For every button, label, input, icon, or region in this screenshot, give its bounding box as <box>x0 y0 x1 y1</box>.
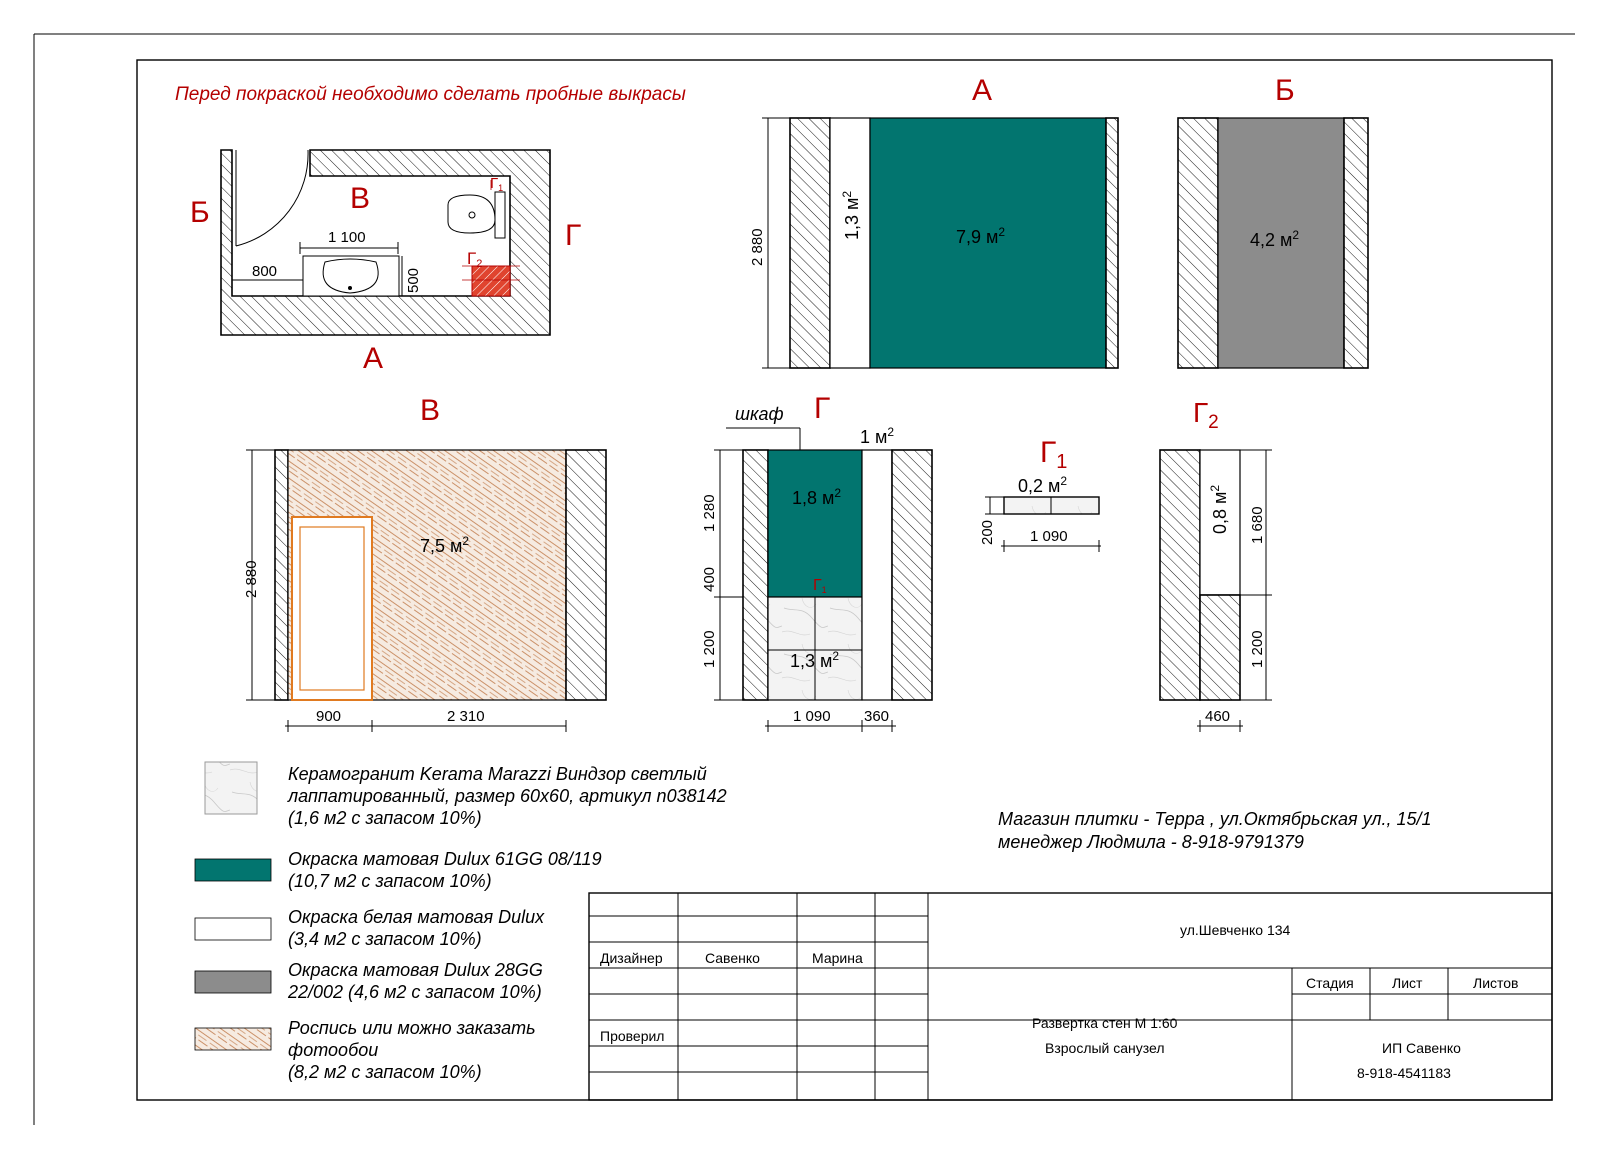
elevation-g2 <box>1160 397 1272 732</box>
tb-phone: 8-918-4541183 <box>1357 1065 1451 1081</box>
plan-label-g2: Г2 <box>467 249 483 270</box>
elev-a-white-area: 1,3 $м^2$ <box>840 190 862 240</box>
elev-g2-label: $Г_2$ <box>1193 397 1219 433</box>
painting-note: Перед покраской необходимо сделать пробные выкрасы <box>175 84 686 105</box>
legend-mural-line3: (8,2 м2 с запасом 10%) <box>288 1062 482 1082</box>
legend-mural-line1: Роспись или можно заказать <box>288 1018 536 1038</box>
plan-depth-dim: 500 <box>405 267 422 293</box>
legend-white-line1: Окраска белая матовая Dulux <box>288 907 545 927</box>
elev-g-h2: 400 <box>701 566 718 592</box>
elev-v-w2: 2 310 <box>447 708 485 725</box>
elevation-v <box>243 394 606 732</box>
elevation-a <box>749 74 1118 368</box>
tb-sheet: Лист <box>1392 975 1423 991</box>
elev-g-marker: Г1 <box>813 577 827 595</box>
elev-v-height-dim: 2 880 <box>243 560 260 598</box>
elev-g2-w: 460 <box>1205 708 1231 725</box>
elev-g-tile-area: 1,3 $м^2$ <box>790 649 840 671</box>
elevation-g <box>701 392 932 732</box>
legend-tile-line3: (1,6 м2 с запасом 10%) <box>288 808 482 828</box>
elev-b-label: Б <box>1275 74 1295 107</box>
legend-swatch-tile <box>205 762 257 814</box>
legend-swatch-mural <box>195 1028 271 1050</box>
legend-mural-line2: фотообои <box>288 1040 379 1060</box>
tb-drawing-line1: Развертка стен М 1:60 <box>1032 1015 1178 1031</box>
elev-g1-area: 0,2 $м^2$ <box>1018 474 1068 496</box>
tb-sheets: Листов <box>1473 975 1519 991</box>
elev-g-teal-area: 1,8 $м^2$ <box>792 486 842 508</box>
elev-g-teal-panel <box>768 450 862 597</box>
elev-g1-label: $Г_1$ <box>1040 436 1068 473</box>
elev-g-w1: 1 090 <box>793 708 831 725</box>
legend-grey-line1: Окраска матовая Dulux 28GG <box>288 960 543 980</box>
elev-g-h1: 1 280 <box>701 494 718 532</box>
legend-teal-line2: (10,7 м2 с запасом 10%) <box>288 871 492 891</box>
tb-designer-role: Дизайнер <box>600 950 663 966</box>
plan-width-dim: 1 100 <box>328 229 366 246</box>
tb-designer-surname: Савенко <box>705 950 760 966</box>
legend-swatch-grey <box>195 971 271 993</box>
plan-label-g: Г <box>565 219 582 252</box>
elev-g2-h2: 1 200 <box>1249 630 1266 668</box>
plan-left-dim: 800 <box>252 263 278 280</box>
elev-g2-area: 0,8 $м^2$ <box>1208 484 1230 534</box>
elev-g1-w: 1 090 <box>1030 528 1068 545</box>
elev-g-w2: 360 <box>864 708 890 725</box>
store-info-line2: менеджер Людмила - 8-918-9791379 <box>998 832 1304 852</box>
elev-a-teal-area: 7,9 $м^2$ <box>956 225 1006 247</box>
elev-g-white-area: 1 $м^2$ <box>860 425 895 447</box>
door-icon <box>292 517 372 700</box>
elev-g2-h1: 1 680 <box>1249 506 1266 544</box>
elev-a-height-dim: 2 880 <box>749 228 766 266</box>
vanity-icon <box>303 256 399 296</box>
elev-v-w1: 900 <box>316 708 342 725</box>
elev-a-label: А <box>972 74 993 107</box>
tb-company: ИП Савенко <box>1382 1040 1461 1056</box>
elevation-b <box>1178 74 1368 368</box>
tb-drawing-line2: Взрослый санузел <box>1045 1040 1165 1056</box>
elev-v-label: В <box>420 394 441 427</box>
plan-label-v: В <box>350 182 371 215</box>
legend-teal-line1: Окраска матовая Dulux 61GG 08/119 <box>288 849 602 869</box>
legend-tile-line2: лаппатированный, размер 60х60, артикул n038142 <box>288 786 727 806</box>
floor-plan <box>190 150 581 375</box>
elevation-g1 <box>979 436 1101 552</box>
tb-designer-name: Марина <box>812 950 863 966</box>
title-block <box>589 893 1552 1100</box>
elev-v-area: 7,5 $м^2$ <box>420 534 470 556</box>
tb-stage: Стадия <box>1306 975 1354 991</box>
tb-checked: Проверил <box>600 1028 665 1044</box>
legend-white-line2: (3,4 м2 с запасом 10%) <box>288 929 482 949</box>
boxing-g2 <box>472 266 510 296</box>
elev-g-h3: 1 200 <box>701 630 718 668</box>
legend-swatch-teal <box>195 859 271 881</box>
legend-grey-line2: 22/002 (4,6 м2 с запасом 10%) <box>288 982 542 1002</box>
elev-g-cabinet-label: шкаф <box>735 404 784 424</box>
plan-label-g1: $Г_1$ <box>490 175 504 193</box>
store-info-line1: Магазин плитки - Терра , ул.Октябрьская ул., 15/1 <box>998 809 1432 829</box>
toilet-icon <box>448 195 495 233</box>
elev-g1-h: 200 <box>979 519 996 545</box>
elev-b-grey-area: 4,2 $м^2$ <box>1250 228 1300 250</box>
legend-swatch-white <box>195 918 271 940</box>
elev-g-label: Г <box>814 392 831 425</box>
plan-label-b: Б <box>190 196 210 229</box>
plan-label-a: А <box>363 342 384 375</box>
legend-tile-line1: Керамогранит Kerama Marazzi Виндзор светлый <box>288 764 707 784</box>
tb-address: ул.Шевченко 134 <box>1180 922 1291 938</box>
